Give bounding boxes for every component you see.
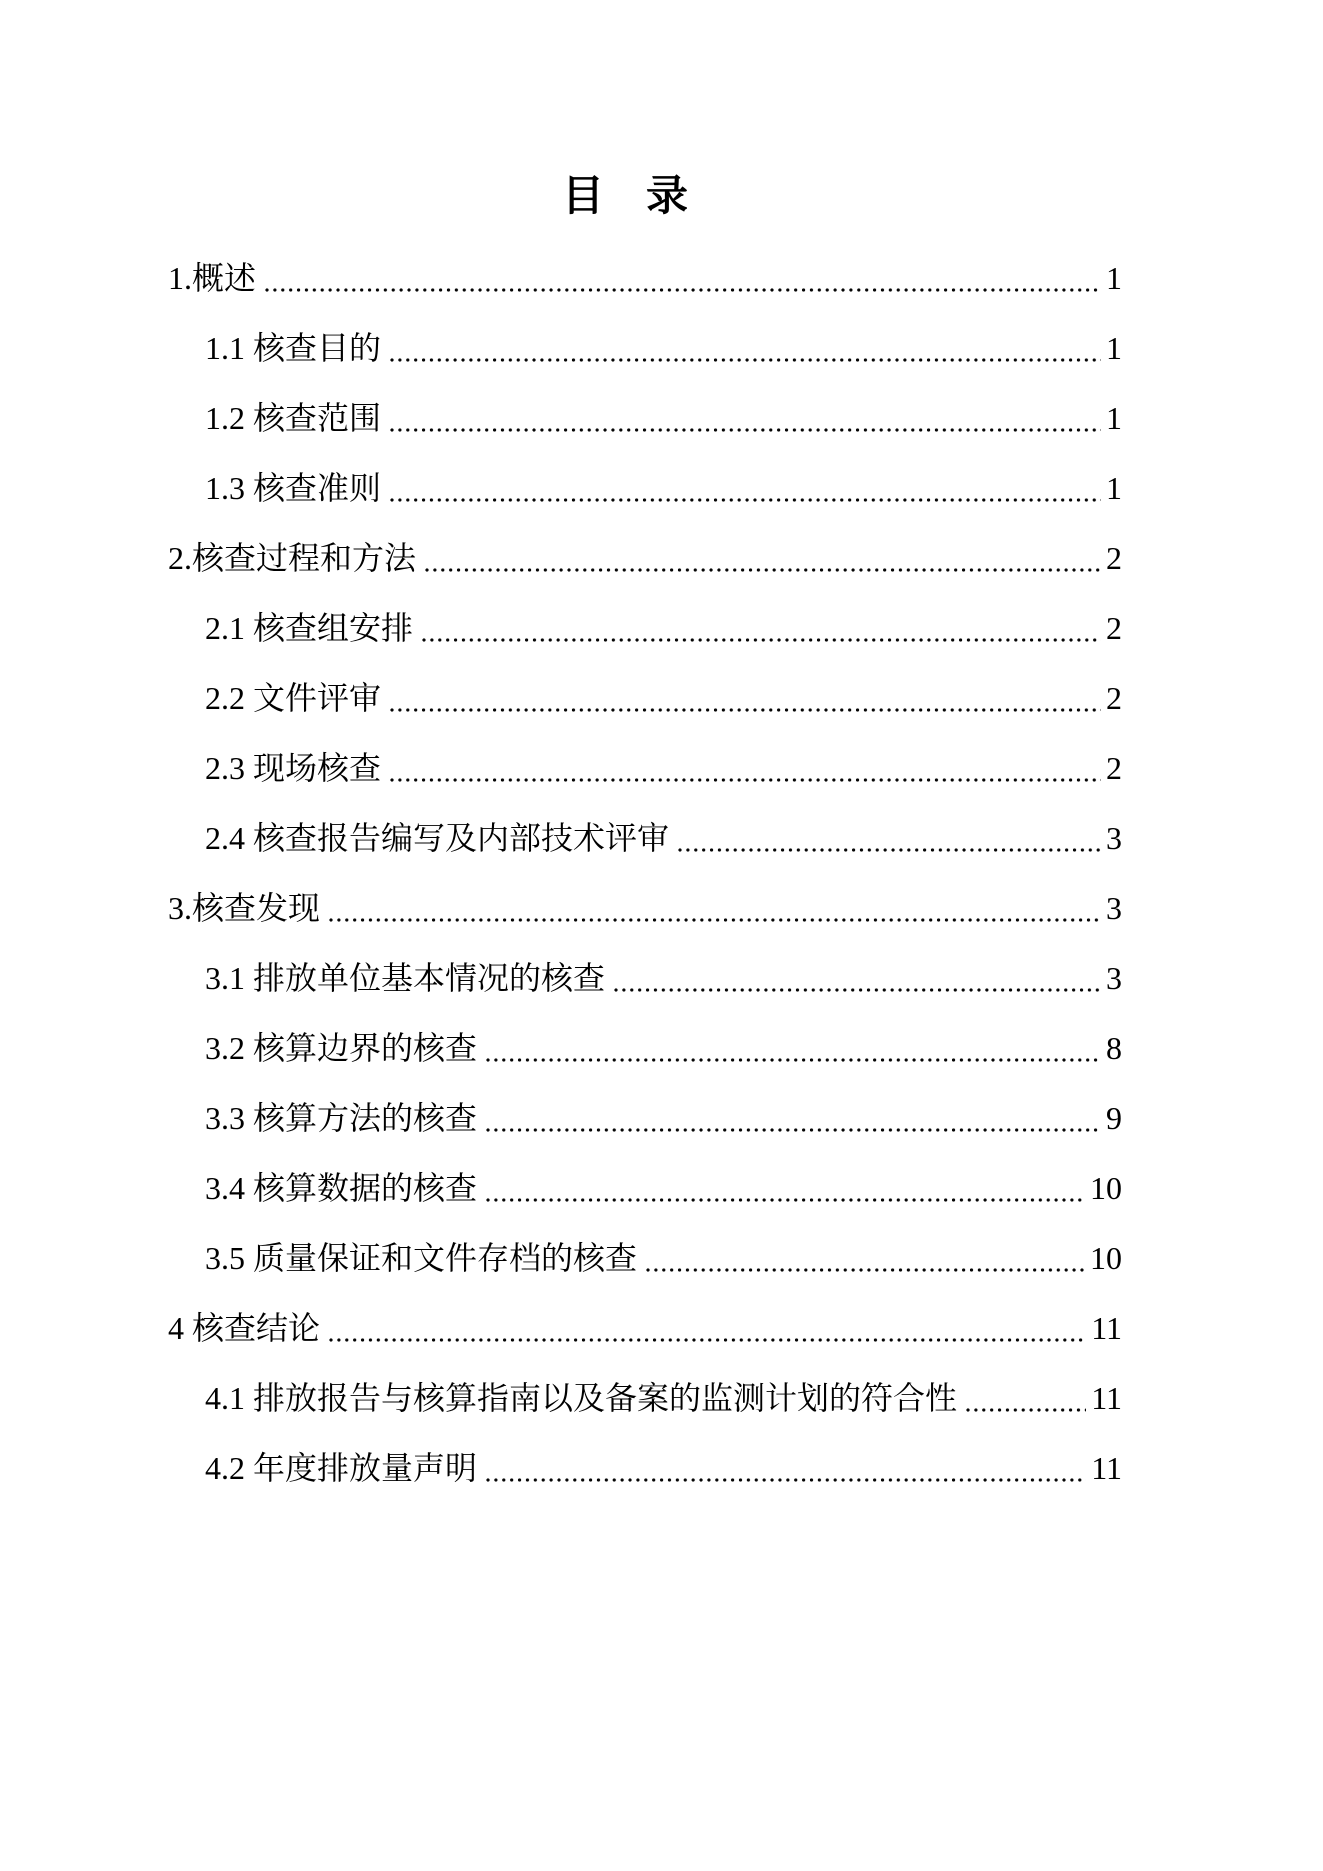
dot-leader xyxy=(328,873,1101,943)
toc-entry-label: 3.2 核算边界的核查 xyxy=(205,1030,478,1066)
toc-entry xyxy=(168,243,1122,313)
toc-entry-label: 1.1 核查目的 xyxy=(205,330,382,366)
dot-leader xyxy=(389,733,1101,803)
toc-entry-label: 3.核查发现 xyxy=(168,890,321,926)
toc-entry-label: 2.核查过程和方法 xyxy=(168,540,417,576)
toc-entry xyxy=(168,943,1122,1013)
dot-leader xyxy=(677,803,1101,873)
toc-entry-label: 3.3 核算方法的核查 xyxy=(205,1100,478,1136)
dot-leader xyxy=(645,1223,1085,1293)
toc-entry-page-number: 3 xyxy=(1106,960,1122,996)
toc-entry-label: 2.1 核查组安排 xyxy=(205,610,414,646)
toc-entry-label: 1.概述 xyxy=(168,260,257,296)
dot-leader xyxy=(389,663,1101,733)
toc-entry-page-number: 1 xyxy=(1106,330,1122,366)
toc-entry xyxy=(168,733,1122,803)
toc-entry xyxy=(168,523,1122,593)
toc-entry-page-number: 2 xyxy=(1106,610,1122,646)
toc-entry-label: 3.4 核算数据的核查 xyxy=(205,1170,478,1206)
toc-entry-label: 4.2 年度排放量声明 xyxy=(205,1450,478,1486)
dot-leader xyxy=(389,453,1101,523)
toc-entry xyxy=(168,593,1122,663)
toc-entry-page-number: 2 xyxy=(1106,680,1122,716)
toc-entry-page-number: 3 xyxy=(1106,820,1122,856)
toc-entry xyxy=(168,1083,1122,1153)
toc-entry xyxy=(168,1013,1122,1083)
toc-entry-page-number: 1 xyxy=(1106,260,1122,296)
dot-leader xyxy=(613,943,1101,1013)
toc-entry-page-number: 11 xyxy=(1091,1310,1122,1346)
toc-entry-label: 1.2 核查范围 xyxy=(205,400,382,436)
toc-entry-label: 3.5 质量保证和文件存档的核查 xyxy=(205,1240,638,1276)
page-title: 目 录 xyxy=(561,174,688,220)
dot-leader xyxy=(485,1083,1101,1153)
toc-entry xyxy=(168,873,1122,943)
toc-entry xyxy=(168,803,1122,873)
toc-entry-label: 2.3 现场核查 xyxy=(205,750,382,786)
toc-entry-label: 4.1 排放报告与核算指南以及备案的监测计划的符合性 xyxy=(205,1380,958,1416)
toc-entry xyxy=(168,1363,1122,1433)
dot-leader xyxy=(965,1363,1086,1433)
toc-entry-label: 2.4 核查报告编写及内部技术评审 xyxy=(205,820,670,856)
toc-entry-page-number: 3 xyxy=(1106,890,1122,926)
toc-entry xyxy=(168,1223,1122,1293)
toc-entry-page-number: 11 xyxy=(1091,1380,1122,1416)
toc-entry xyxy=(168,1293,1122,1363)
dot-leader xyxy=(485,1433,1086,1503)
toc-entry-page-number: 1 xyxy=(1106,400,1122,436)
dot-leader xyxy=(485,1013,1101,1083)
dot-leader xyxy=(389,313,1101,383)
dot-leader xyxy=(421,593,1101,663)
toc-entry xyxy=(168,383,1122,453)
dot-leader xyxy=(485,1153,1085,1223)
dot-leader xyxy=(424,523,1101,593)
toc-entry-label: 2.2 文件评审 xyxy=(205,680,382,716)
toc-entry-page-number: 9 xyxy=(1106,1100,1122,1136)
toc-entry xyxy=(168,1433,1122,1503)
toc-entry-page-number: 1 xyxy=(1106,470,1122,506)
toc-entry xyxy=(168,1153,1122,1223)
toc-entry-page-number: 11 xyxy=(1091,1450,1122,1486)
toc-entry xyxy=(168,663,1122,733)
toc-entry-page-number: 10 xyxy=(1090,1170,1122,1206)
toc-entry-label: 3.1 排放单位基本情况的核查 xyxy=(205,960,606,996)
toc-entry-page-number: 2 xyxy=(1106,750,1122,786)
toc-entry-label: 4 核查结论 xyxy=(168,1310,321,1346)
dot-leader xyxy=(328,1293,1086,1363)
toc-entry-label: 1.3 核查准则 xyxy=(205,470,382,506)
toc-entry-page-number: 10 xyxy=(1090,1240,1122,1276)
toc-entry-page-number: 8 xyxy=(1106,1030,1122,1066)
dot-leader xyxy=(389,383,1101,453)
dot-leader xyxy=(264,243,1101,313)
toc-entry xyxy=(168,313,1122,383)
toc-entry-page-number: 2 xyxy=(1106,540,1122,576)
toc-list xyxy=(168,243,1122,1503)
toc-entry xyxy=(168,453,1122,523)
